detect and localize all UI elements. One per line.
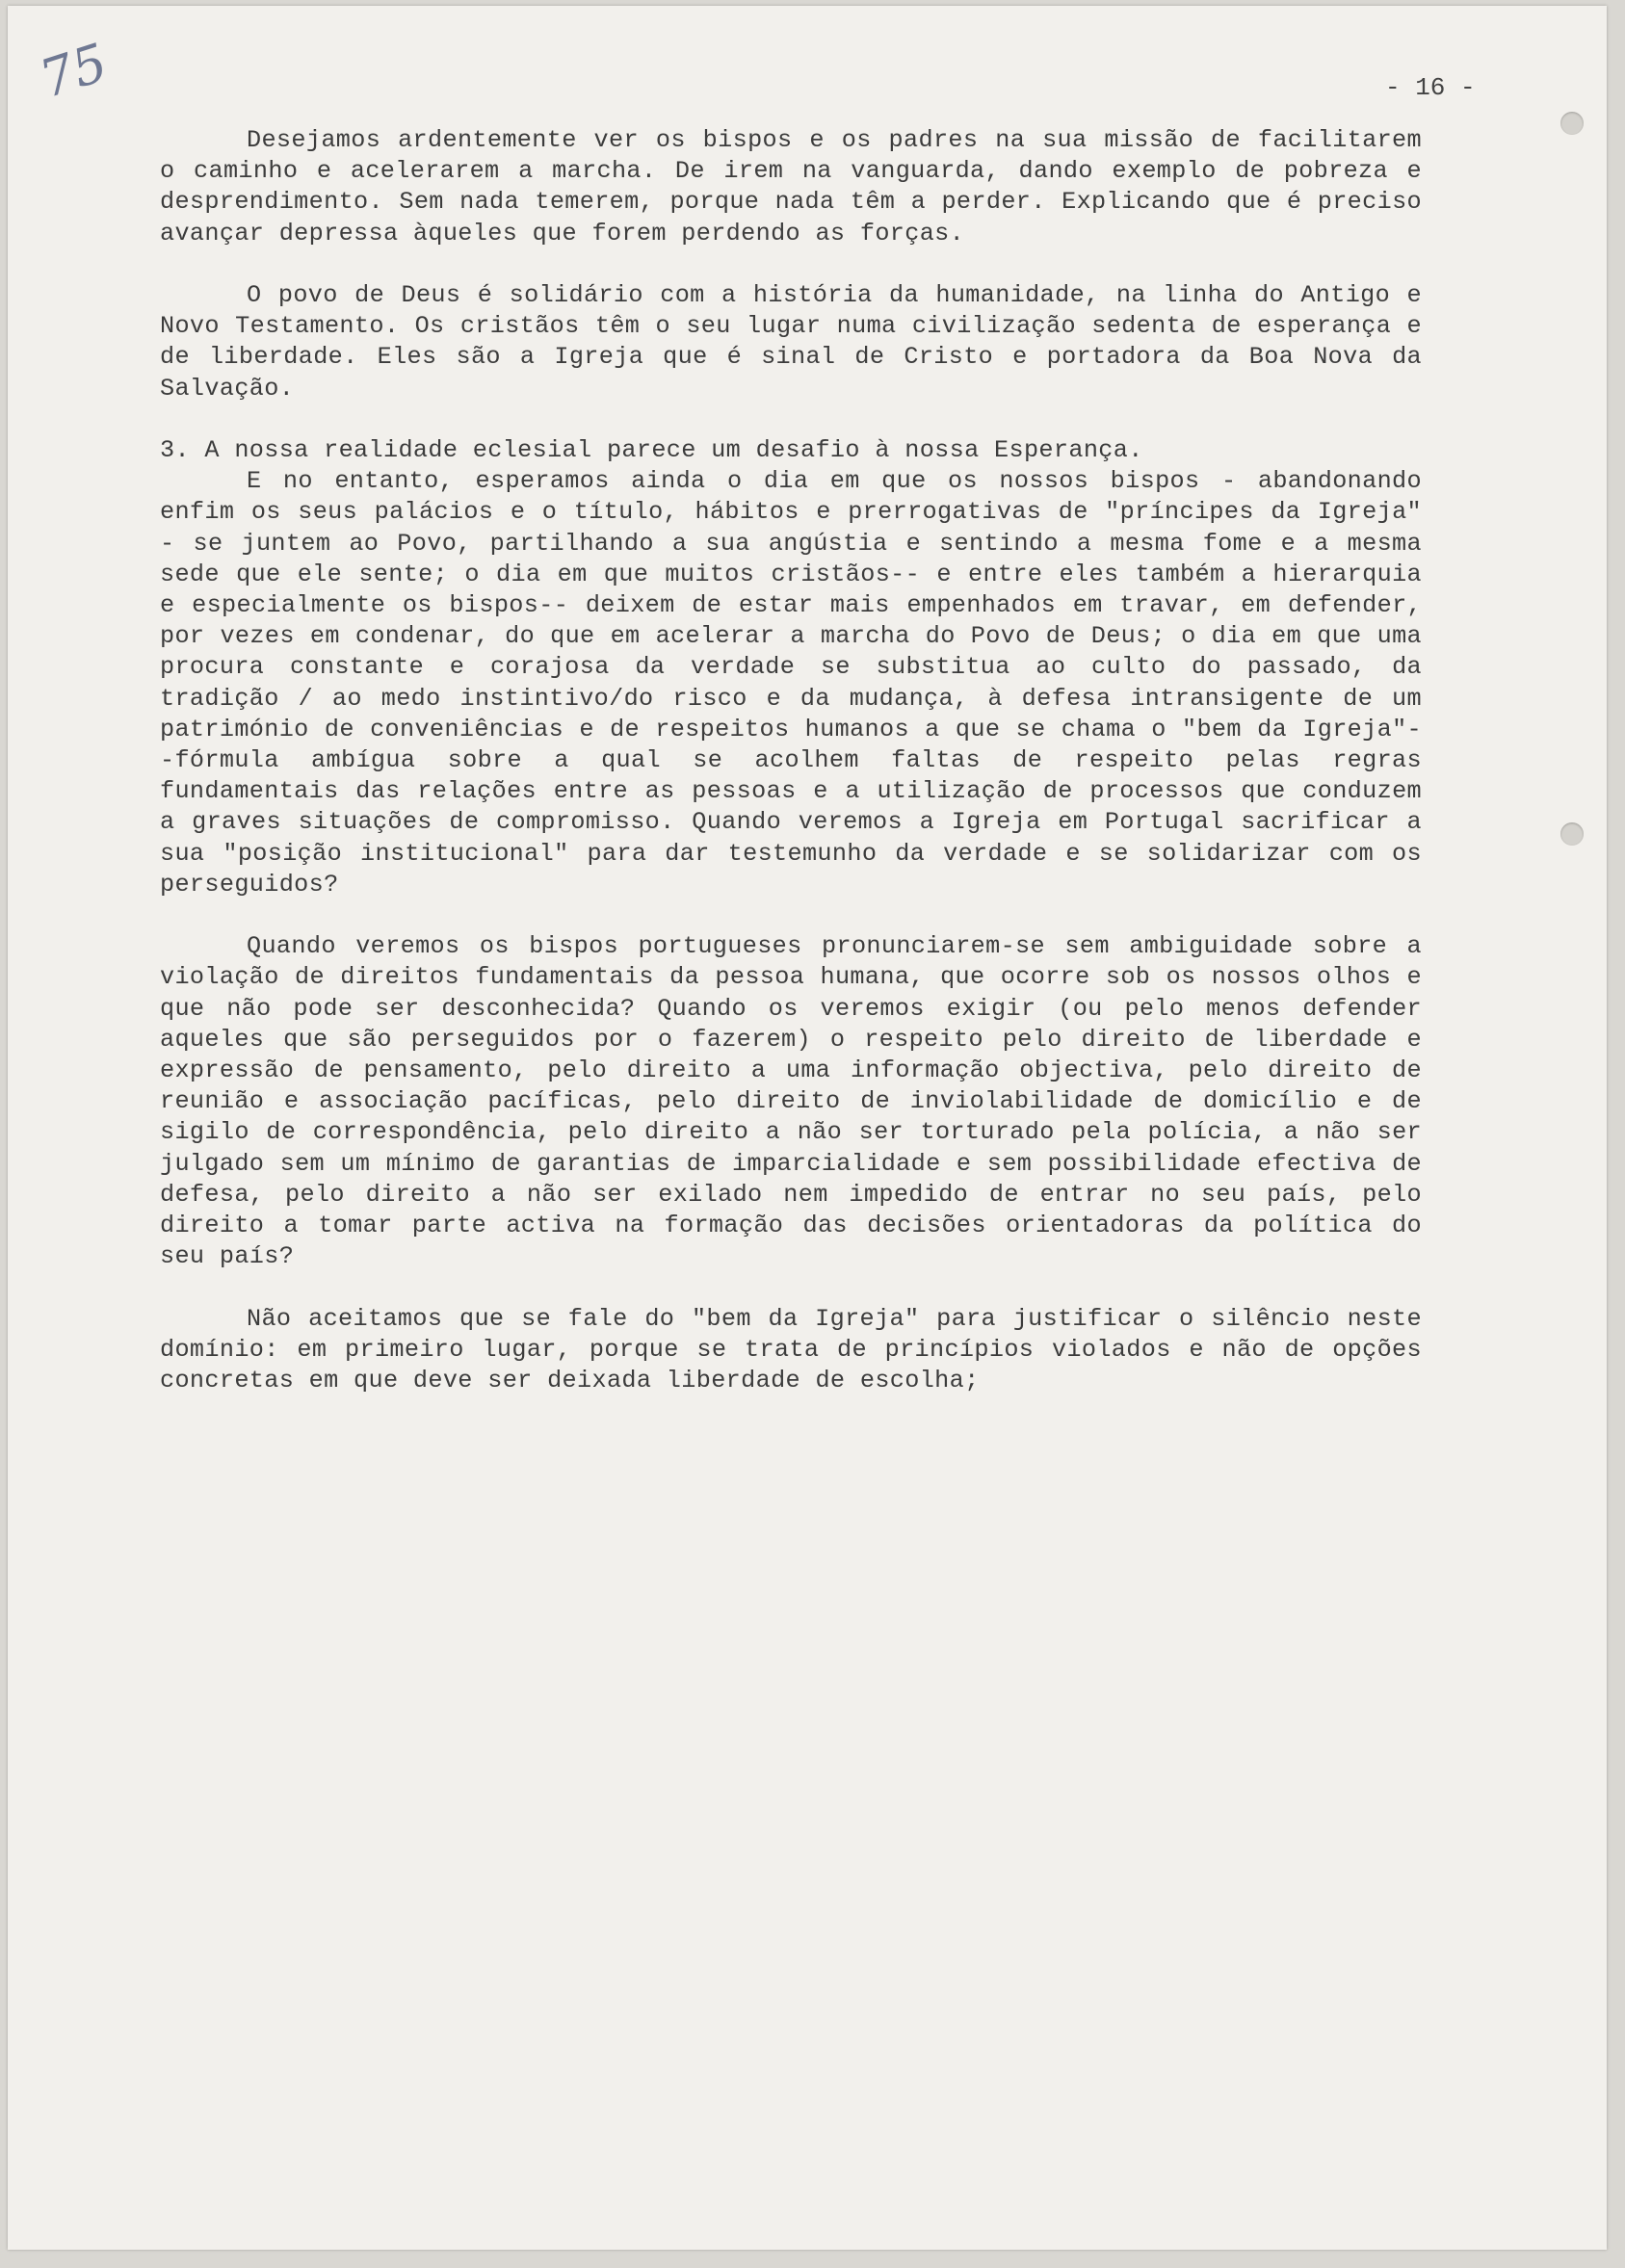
typewritten-body — [160, 125, 1422, 1427]
punch-hole — [1560, 822, 1584, 846]
paragraph-2: O povo de Deus é solidário com a história da humanidade, na linha do Antigo e Novo Testamento. Os cristãos têm o seu lugar numa civilização sedenta de esperança e de liberdade. Eles são a Igreja que é sinal de Cristo e portadora da Boa Nova da Salvação. — [160, 281, 1422, 403]
paragraph-3: E no entanto, esperamos ainda o dia em que os nossos bispos - abandonando enfim os seus palácios e o título, hábitos e prerrogativas de "príncipes da Igreja" - se juntem ao Povo, partilhando a sua angústia e sentindo a mesma fome e a mesma sede que ele sente; o dia em que muitos cristãos-- e entre eles também a hierarquia e especialmente os bispos-- deixem de estar mais empenhados em travar, em defender, por vezes em condenar, do que em acelerar a marcha do Povo de Deus; o dia em que uma procura constante e corajosa da verdade se substitua ao culto do passado, da tradição / ao medo instintivo/do risco e da mudança, à defesa intransigente de um património de conveniências e de respeitos humanos a que se chama o "bem da Igreja"--fórmula ambígua sobre a qual se acolhem faltas de respeito pelas regras fundamentais das relações entre as pessoas e a utilização de processos que conduzem a graves situações de compromisso. Quando veremos a Igreja em Portugal sacrificar a sua "posição institucional" para dar testemunho da verdade e se solidarizar com os perseguidos? — [160, 467, 1422, 899]
paragraph-5: Não aceitamos que se fale do "bem da Igreja" para justificar o silêncio neste domínio: em primeiro lugar, porque se trata de princípios violados e não de opções concretas em que deve ser deixada liberdade de escolha; — [160, 1304, 1422, 1395]
paragraph-1: Desejamos ardentemente ver os bispos e os padres na sua missão de facilitarem o caminho e acelerarem a marcha. De irem na vanguarda, dando exemplo de pobreza e desprendimento. Sem nada temerem, porque nada têm a perder. Explicando que é preciso avançar depressa àqueles que forem perdendo as forças. — [160, 126, 1422, 248]
page-number: - 16 - — [1385, 73, 1476, 102]
paragraph-4: Quando veremos os bispos portugueses pronunciarem-se sem ambiguidade sobre a violação de direitos fundamentais da pessoa humana, que ocorre sob os nossos olhos e que não pode ser desconhecida? Quando os veremos exigir (ou pelo menos defender aqueles que são perseguidos por o fazerem) o respeito pelo direito de liberdade e expressão de pensamento, pelo direito a uma informação objectiva, pelo direito de reunião e associação pacíficas, pelo direito de inviolabilidade de domicílio e de sigilo de correspondência, pelo direito a não ser torturado pela polícia, a não ser julgado sem um mínimo de garantias de imparcialidade e sem possibilidade efectiva de defesa, pelo direito a não ser exilado nem impedido de entrar no seu país, pelo direito a tomar parte activa na formação das decisões orientadoras da política do seu país? — [160, 932, 1422, 1271]
section-heading: 3. A nossa realidade eclesial parece um desafio à nossa Esperança. — [160, 436, 1143, 464]
punch-hole — [1560, 112, 1584, 135]
document-page — [8, 6, 1607, 2250]
pencil-margin-note: 75 — [32, 31, 115, 111]
